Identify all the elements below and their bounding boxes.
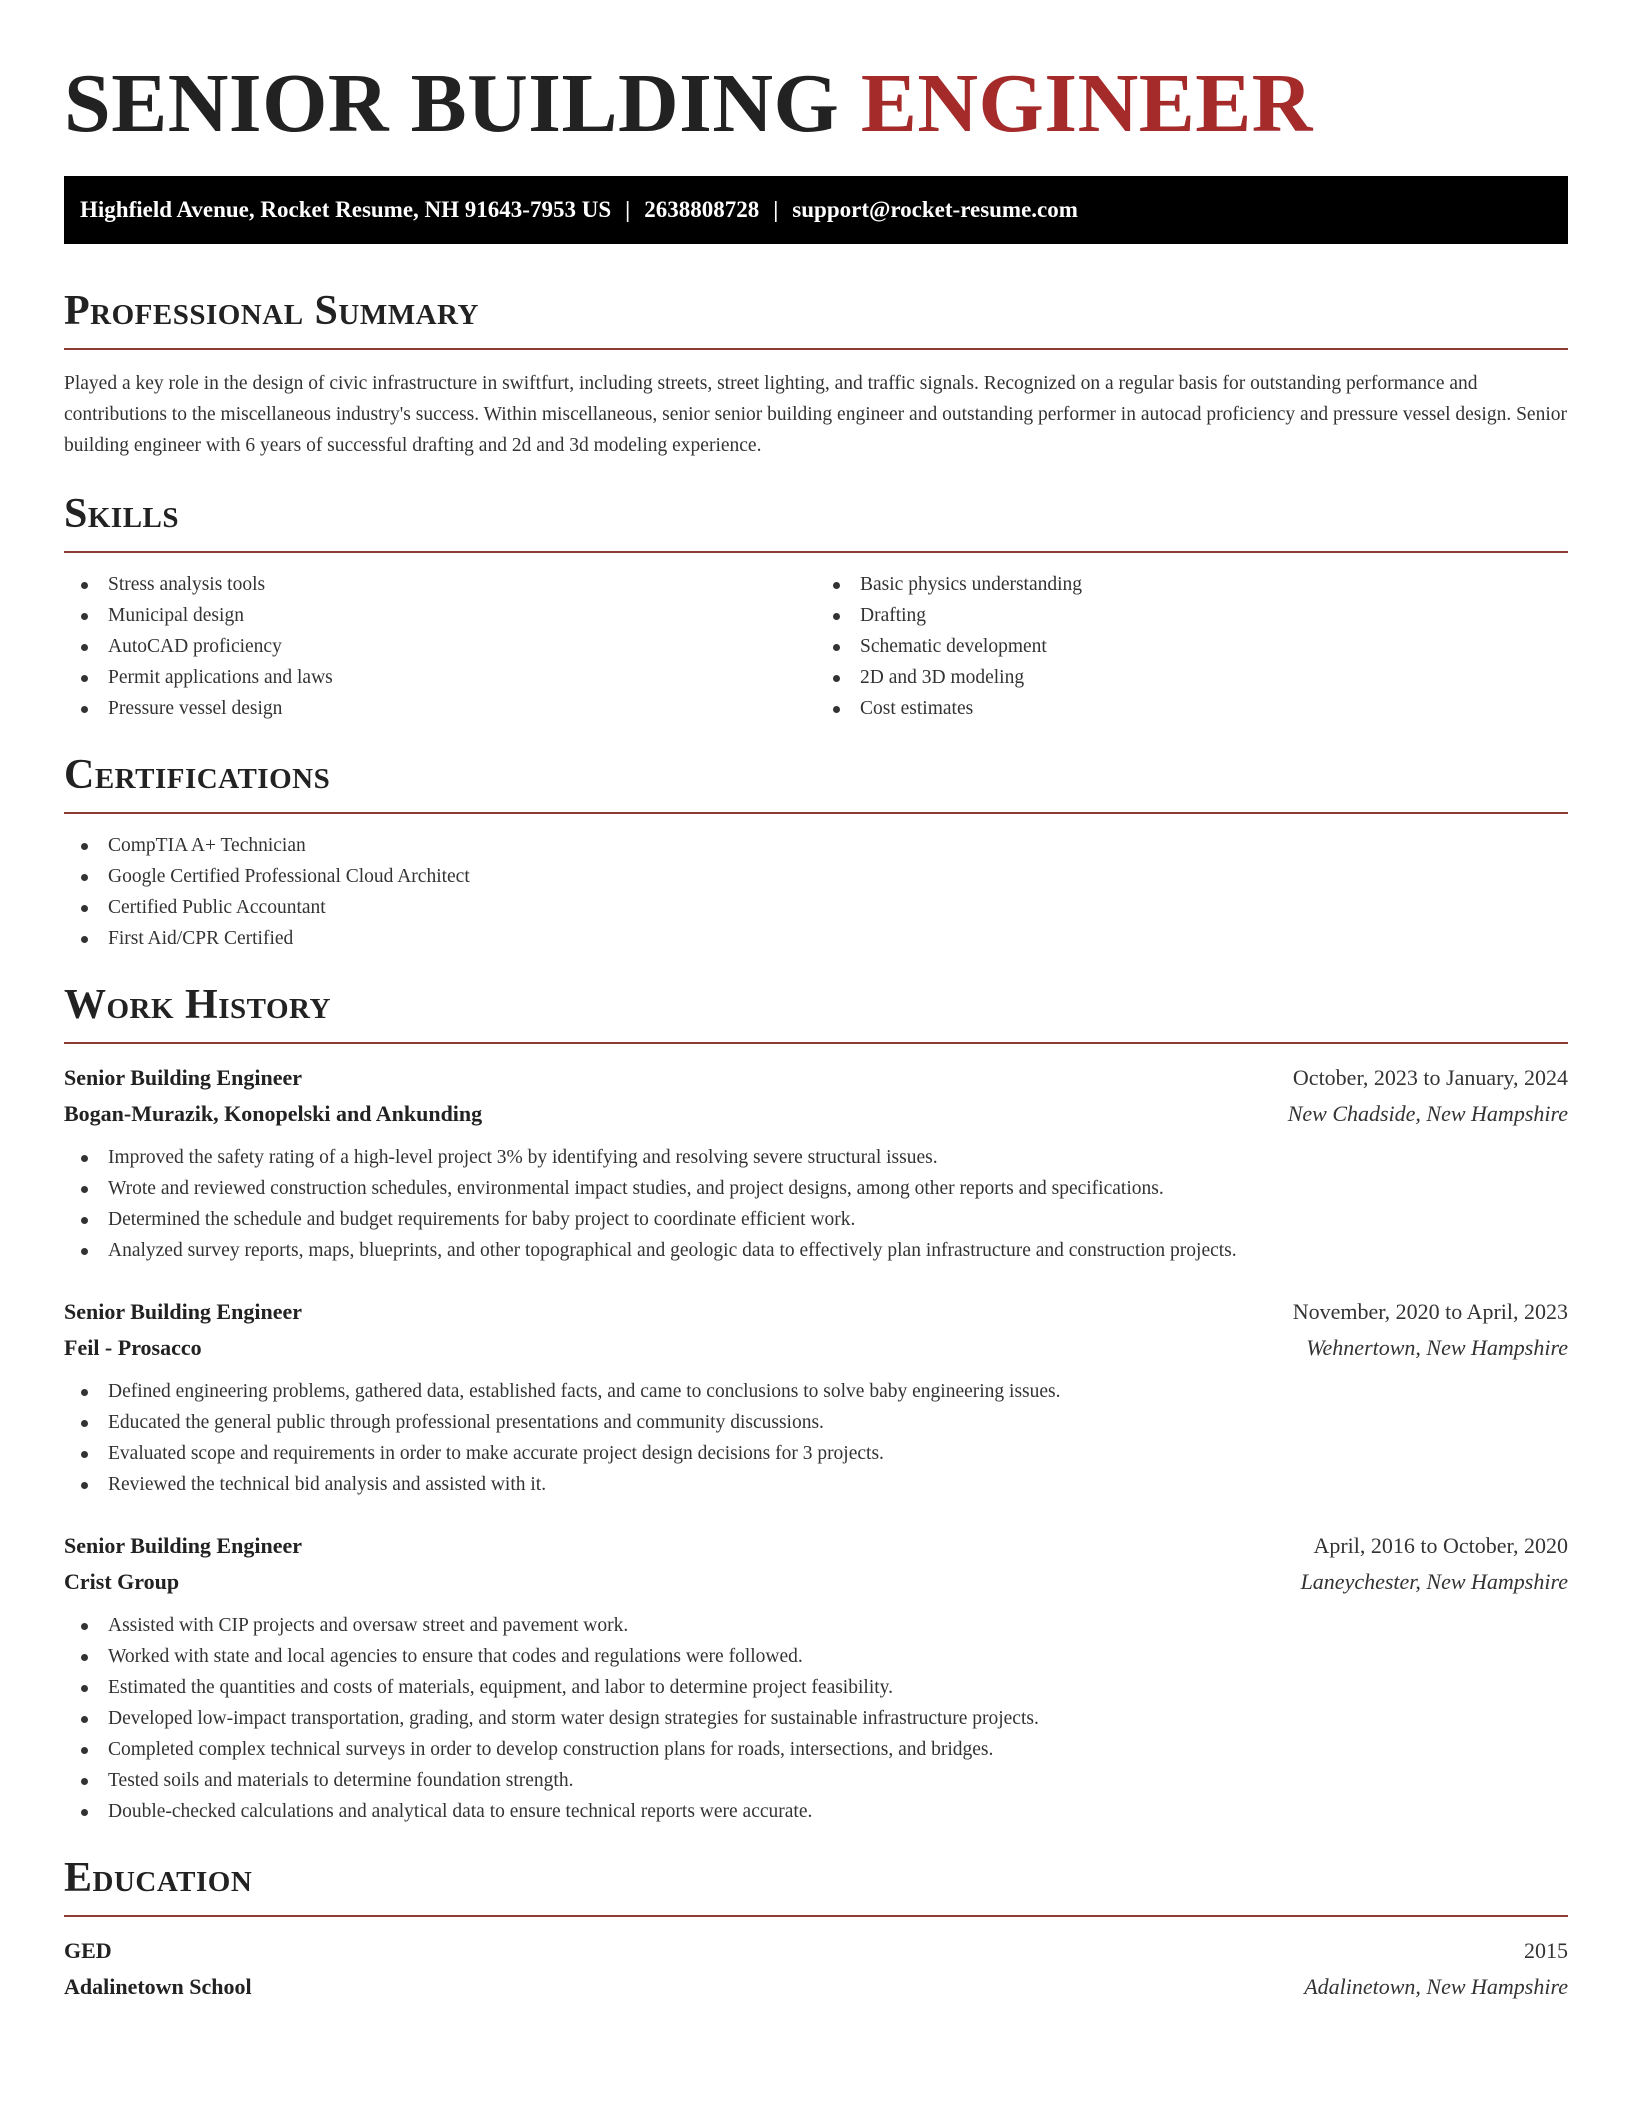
job-location: New Chadside, New Hampshire: [1287, 1101, 1568, 1126]
contact-separator: |: [773, 197, 779, 222]
job-title: Senior Building Engineer: [64, 1065, 302, 1090]
job-bullet: Tested soils and materials to determine foundation strength.: [64, 1765, 1568, 1796]
job-bullet: Reviewed the technical bid analysis and assisted with it.: [64, 1469, 1568, 1500]
certification-item: Certified Public Accountant: [64, 892, 1568, 923]
job-header-row: [64, 1060, 1568, 1096]
job-bullet: Completed complex technical surveys in order to develop construction plans for roads, intersections, and bridges.: [64, 1734, 1568, 1765]
job-bullet: Analyzed survey reports, maps, blueprints, and other topographical and geologic data to effectively plan infrastructure and construction projects.: [64, 1235, 1568, 1266]
job-bullets: [64, 1142, 1568, 1266]
skills-list-right: [816, 569, 1568, 724]
job-bullet: Improved the safety rating of a high-level project 3% by identifying and resolving severe structural issues.: [64, 1142, 1568, 1173]
job-entry: [64, 1528, 1568, 1827]
job-bullets: [64, 1376, 1568, 1500]
name-accent: ENGINEER: [860, 57, 1313, 150]
education-school: Adalinetown School: [64, 1974, 252, 1999]
education-location: Adalinetown, New Hampshire: [1304, 1974, 1568, 1999]
job-bullet: Educated the general public through professional presentations and community discussions.: [64, 1407, 1568, 1438]
section-divider: [64, 551, 1568, 553]
job-company-row: [64, 1564, 1568, 1600]
job-company: Feil - Prosacco: [64, 1335, 202, 1360]
certifications-list: [64, 830, 1568, 954]
skill-item: 2D and 3D modeling: [816, 662, 1568, 693]
job-bullet: Worked with state and local agencies to ensure that codes and regulations were followed.: [64, 1641, 1568, 1672]
job-bullet: Determined the schedule and budget requirements for baby project to coordinate efficient work.: [64, 1204, 1568, 1235]
summary-text: Played a key role in the design of civic infrastructure in swiftfurt, including streets, street lighting, and traffic signals. Recognized on a regular basis for outstanding performance and contributions to the miscellaneous industry's success. Within miscellaneous, senior senior building engineer and outstanding performer in autocad proficiency and pressure vessel design. Senior building engineer with 6 years of successful drafting and 2d and 3d modeling experience.: [64, 373, 1567, 456]
certifications-section: [64, 750, 1568, 954]
skill-item: Drafting: [816, 600, 1568, 631]
education-header-row: [64, 1933, 1568, 1969]
job-company: Bogan-Murazik, Konopelski and Ankunding: [64, 1101, 483, 1126]
skill-item: Pressure vessel design: [64, 693, 816, 724]
job-location: Wehnertown, New Hampshire: [1306, 1335, 1568, 1360]
job-company-row: [64, 1096, 1568, 1132]
job-dates: April, 2016 to October, 2020: [1313, 1533, 1568, 1558]
job-bullet: Double-checked calculations and analytical data to ensure technical reports were accurate.: [64, 1796, 1568, 1827]
section-divider: [64, 1042, 1568, 1044]
section-title-summary: Professional Summary: [64, 288, 479, 334]
skill-item: AutoCAD proficiency: [64, 631, 816, 662]
education-entry: [64, 1933, 1568, 2005]
skill-item: Permit applications and laws: [64, 662, 816, 693]
skill-item: Schematic development: [816, 631, 1568, 662]
contact-email: support@rocket-resume.com: [792, 197, 1078, 222]
skill-item: Cost estimates: [816, 693, 1568, 724]
job-header-row: [64, 1294, 1568, 1330]
education-year: 2015: [1524, 1938, 1568, 1963]
section-title-certifications: Certifications: [64, 752, 331, 798]
skill-item: Stress analysis tools: [64, 569, 816, 600]
skills-grid: [64, 569, 1568, 724]
job-location: Laneychester, New Hampshire: [1300, 1569, 1568, 1594]
contact-phone: 2638808728: [644, 197, 760, 222]
skill-item: Municipal design: [64, 600, 816, 631]
name-main: SENIOR BUILDING: [64, 57, 840, 150]
job-bullet: Evaluated scope and requirements in order to make accurate project design decisions for 3 projects.: [64, 1438, 1568, 1469]
skills-section: [64, 489, 1568, 724]
job-bullet: Wrote and reviewed construction schedules, environmental impact studies, and project designs, among other reports and specifications.: [64, 1173, 1568, 1204]
education-degree: GED: [64, 1938, 112, 1963]
certification-item: First Aid/CPR Certified: [64, 923, 1568, 954]
section-title-work-history: Work History: [64, 982, 331, 1028]
job-bullet: Developed low-impact transportation, grading, and storm water design strategies for sustainable infrastructure projects.: [64, 1703, 1568, 1734]
job-company: Crist Group: [64, 1569, 180, 1594]
job-bullets: [64, 1610, 1568, 1827]
section-title-education: Education: [64, 1855, 253, 1901]
contact-bar: [64, 176, 1568, 244]
skill-item: Basic physics understanding: [816, 569, 1568, 600]
certification-item: CompTIA A+ Technician: [64, 830, 1568, 861]
education-school-row: [64, 1969, 1568, 2005]
job-entry: [64, 1294, 1568, 1500]
section-divider: [64, 348, 1568, 350]
job-entry: [64, 1060, 1568, 1266]
skills-list-left: [64, 569, 816, 724]
job-company-row: [64, 1330, 1568, 1366]
job-bullet: Defined engineering problems, gathered data, established facts, and came to conclusions to solve baby engineering issues.: [64, 1376, 1568, 1407]
section-divider: [64, 812, 1568, 814]
resume-name: [64, 56, 1568, 152]
work-history-section: [64, 980, 1568, 1827]
job-header-row: [64, 1528, 1568, 1564]
summary-section: [64, 286, 1568, 461]
education-section: [64, 1853, 1568, 2005]
job-title: Senior Building Engineer: [64, 1533, 302, 1558]
job-dates: October, 2023 to January, 2024: [1292, 1065, 1568, 1090]
job-title: Senior Building Engineer: [64, 1299, 302, 1324]
job-dates: November, 2020 to April, 2023: [1292, 1299, 1568, 1324]
contact-separator: |: [625, 197, 631, 222]
certification-item: Google Certified Professional Cloud Architect: [64, 861, 1568, 892]
contact-address: Highfield Avenue, Rocket Resume, NH 91643-7953 US: [80, 197, 612, 222]
job-bullet: Estimated the quantities and costs of materials, equipment, and labor to determine project feasibility.: [64, 1672, 1568, 1703]
job-bullet: Assisted with CIP projects and oversaw street and pavement work.: [64, 1610, 1568, 1641]
section-title-skills: Skills: [64, 491, 180, 537]
section-divider: [64, 1915, 1568, 1917]
